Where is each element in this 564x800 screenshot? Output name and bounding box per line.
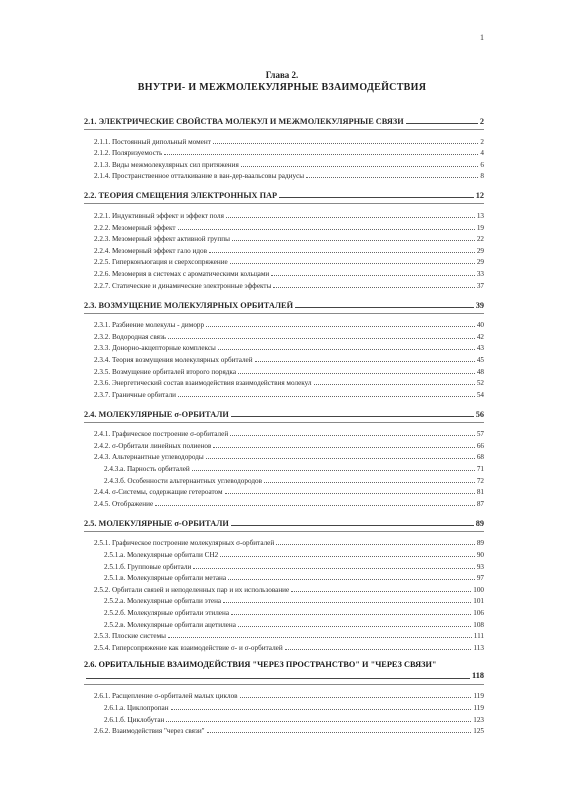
toc-section [84, 297, 484, 404]
dot-leader [168, 338, 475, 339]
toc-section-heading-title: 2.5. МОЛЕКУЛЯРНЫЕ σ-ОРБИТАЛИ [84, 518, 229, 528]
dot-leader [164, 154, 478, 155]
section-gap [84, 290, 484, 295]
toc-section-heading[interactable] [84, 297, 484, 310]
dot-leader [230, 435, 475, 436]
toc-section-heading-title: 2.4. МОЛЕКУЛЯРНЫЕ σ-ОРБИТАЛИ [84, 409, 229, 419]
toc-entry-title: 2.5.1.б. Групповые орбитали [104, 562, 192, 571]
section-divider [84, 422, 484, 423]
toc-entry-page: 4 [480, 149, 484, 158]
dot-leader [213, 143, 479, 144]
toc-section-heading-title: 2.1. ЭЛЕКТРИЧЕСКИЕ СВОЙСТВА МОЛЕКУЛ И МЕЖМОЛЕКУЛЯРНЫЕ СВЯЗИ [84, 117, 404, 126]
toc-entry[interactable] [84, 496, 484, 508]
toc-entry[interactable] [84, 547, 484, 559]
toc-section-heading-page: 12 [475, 191, 484, 201]
dot-leader [193, 568, 474, 569]
dot-leader [240, 697, 472, 698]
toc-section-heading[interactable] [84, 113, 484, 126]
toc-entry[interactable] [84, 232, 484, 244]
toc-entry-title: 2.1.4. Пространственное отталкивание в ван-дер-ваальсовы радиусы [94, 172, 305, 181]
section-divider [84, 684, 484, 685]
toc-entry-page: 43 [476, 344, 484, 353]
toc-entry[interactable] [84, 473, 484, 485]
toc-section [84, 113, 484, 185]
toc-section-heading[interactable] [84, 659, 484, 681]
toc-entry-title: 2.6.2. Взаимодействия "через связи" [94, 727, 205, 736]
dot-leader [231, 525, 474, 526]
toc-entry[interactable] [84, 329, 484, 341]
section-gap [84, 399, 484, 404]
toc-entry-title: 2.3.7. Граничные орбитали [94, 390, 177, 399]
toc-entry-page: 40 [476, 321, 484, 330]
dot-leader [206, 458, 475, 459]
toc-entry-title: 2.3.5. Возмущение орбиталей второго порядка [94, 367, 237, 376]
toc-entry-title: 2.3.2. Водородная связь [94, 332, 167, 341]
dot-leader [273, 287, 474, 288]
toc-section-heading-page: 56 [475, 409, 484, 419]
toc-entry[interactable] [84, 169, 484, 181]
toc-entry-title: 2.5.2. Орбитали связей и неподеленных пар и их использование [94, 585, 290, 594]
dot-leader [192, 470, 475, 471]
toc-entry-page: 113 [473, 643, 484, 652]
toc-entry-page: 57 [476, 430, 484, 439]
toc-entry-page: 29 [476, 258, 484, 267]
toc-entry[interactable] [84, 629, 484, 641]
toc-entry-title: 2.5.1. Графическое построение молекулярных σ-орбиталей [94, 539, 275, 548]
toc-entry[interactable] [84, 387, 484, 399]
toc-section-heading[interactable] [84, 187, 484, 200]
dot-leader [226, 217, 475, 218]
toc-entry[interactable] [84, 605, 484, 617]
page-number: 1 [480, 33, 484, 42]
toc-entry-title: 2.3.6. Энергетический состав взаимодействия взаимодействия молекул [94, 379, 312, 388]
toc-entry-title: 2.1.3. Виды межмолекулярных сил притяжения [94, 160, 239, 169]
toc-section-heading-page: 89 [475, 518, 484, 528]
toc-entry-title: 2.6.1. Расщепление σ-орбиталей малых циклов [94, 692, 238, 701]
toc-entry[interactable] [84, 341, 484, 353]
dot-leader [166, 721, 471, 722]
toc-entry[interactable] [84, 364, 484, 376]
toc-entry[interactable] [84, 536, 484, 548]
toc-entry-title: 2.4.1. Графическое построение σ-орбиталей [94, 430, 229, 439]
dot-leader [295, 307, 474, 308]
toc-entry[interactable] [84, 571, 484, 583]
dot-leader [168, 637, 472, 638]
toc-entry-page: 52 [476, 379, 484, 388]
toc-entry-page: 48 [476, 367, 484, 376]
section-divider [84, 531, 484, 532]
toc-entry-page: 68 [476, 453, 484, 462]
toc-entry[interactable] [84, 712, 484, 724]
dot-leader [264, 482, 475, 483]
toc-entry-title: 2.5.2.в. Молекулярные орбитали ацетилена [104, 620, 236, 629]
dot-leader [223, 602, 471, 603]
toc-entry[interactable] [84, 318, 484, 330]
toc-entry[interactable] [84, 700, 484, 712]
dot-leader [238, 373, 475, 374]
toc-entry-title: 2.2.1. Индуктивный эффект и эффект поля [94, 211, 224, 220]
toc-entry-title: 2.2.7. Статические и динамические электронные эффекты [94, 281, 272, 290]
dot-leader [279, 197, 474, 198]
toc-entry-page: 111 [473, 632, 484, 641]
toc-entry-title: 2.4.3.а. Парность орбиталей [104, 465, 190, 474]
toc-entry[interactable] [84, 640, 484, 652]
dot-leader [213, 447, 474, 448]
toc-section [84, 406, 484, 513]
toc-entry-title: 2.6.1.а. Циклопропан [104, 703, 169, 712]
toc-entry-page: 42 [476, 332, 484, 341]
toc-entry-page: 22 [476, 235, 484, 244]
dot-leader [206, 326, 475, 327]
toc-entry-title: 2.2.6. Мезомерия в системах с ароматическими кольцами [94, 269, 270, 278]
toc-section-heading-title: 2.2. ТЕОРИЯ СМЕЩЕНИЯ ЭЛЕКТРОННЫХ ПАР [84, 191, 278, 201]
dot-leader [291, 591, 471, 592]
toc-entry[interactable] [84, 617, 484, 629]
section-divider [84, 203, 484, 204]
toc-section-heading-page: 118 [472, 670, 484, 680]
toc-entry[interactable] [84, 255, 484, 267]
toc-entry-title: 2.3.1. Разбиение молекулы - диморр [94, 321, 205, 330]
toc-entry[interactable] [84, 450, 484, 462]
toc-entry[interactable] [84, 134, 484, 146]
section-divider [84, 129, 484, 130]
dot-leader [171, 709, 472, 710]
dot-leader [238, 626, 471, 627]
toc-entry-title: 2.2.2. Мезомерный эффект [94, 223, 176, 232]
toc-entry-title: 2.4.3. Альтернантные углеводороды [94, 453, 204, 462]
toc-entry-title: 2.5.3. Плоские системы [94, 632, 166, 641]
dot-leader [218, 349, 475, 350]
toc-entry[interactable] [84, 243, 484, 255]
toc-entry-page: 72 [476, 476, 484, 485]
toc-section-heading-page: 39 [475, 300, 484, 310]
dot-leader [241, 166, 479, 167]
toc-entry-title: 2.5.1.а. Молекулярные орбитали CH2 [104, 551, 219, 560]
dot-leader [178, 396, 475, 397]
toc-entry-page: 45 [476, 355, 484, 364]
toc-entry[interactable] [84, 208, 484, 220]
toc-entry[interactable] [84, 438, 484, 450]
section-divider [84, 313, 484, 314]
toc-entry[interactable] [84, 220, 484, 232]
toc-entry-title: 2.6.1.б. Циклобутан [104, 715, 165, 724]
toc-entry-title: 2.2.4. Мезомерный эффект гало идов [94, 246, 207, 255]
toc-entry-page: 89 [476, 539, 484, 548]
toc-entry-page: 54 [476, 390, 484, 399]
toc-entry-title: 2.5.1.в. Молекулярные орбитали метана [104, 574, 227, 583]
toc-entry-page: 123 [473, 715, 484, 724]
dot-leader [232, 240, 475, 241]
toc-entry-page: 29 [476, 246, 484, 255]
toc-entry-page: 97 [476, 574, 484, 583]
dot-leader [86, 678, 470, 679]
toc-entry-page: 101 [473, 597, 484, 606]
table-of-contents [84, 113, 484, 735]
toc-section [84, 187, 484, 294]
dot-leader [155, 505, 475, 506]
dot-leader [285, 649, 472, 650]
dot-leader [406, 123, 478, 124]
dot-leader [209, 252, 475, 253]
toc-entry[interactable] [84, 594, 484, 606]
dot-leader [231, 614, 471, 615]
toc-entry[interactable] [84, 278, 484, 290]
toc-entry-page: 93 [476, 562, 484, 571]
toc-entry-page: 8 [480, 172, 484, 181]
toc-entry[interactable] [84, 689, 484, 701]
section-gap [84, 508, 484, 513]
toc-entry-page: 90 [476, 551, 484, 560]
dot-leader [225, 493, 475, 494]
toc-entry-page: 71 [476, 465, 484, 474]
dot-leader [255, 361, 475, 362]
toc-section-heading[interactable] [84, 515, 484, 528]
toc-entry-title: 2.3.3. Донорно-акцепторные комплексы [94, 344, 216, 353]
dot-leader [220, 556, 475, 557]
toc-entry-page: 66 [476, 441, 484, 450]
toc-entry[interactable] [84, 157, 484, 169]
toc-entry-title: 2.1.2. Поляризуемость [94, 149, 163, 158]
toc-entry[interactable] [84, 724, 484, 736]
toc-section-heading-title: 2.6. ОРБИТАЛЬНЫЕ ВЗАИМОДЕЙСТВИЯ "ЧЕРЕЗ ПРОСТРАНСТВО" И "ЧЕРЕЗ СВЯЗИ" [84, 659, 437, 669]
chapter-label: Глава 2. [265, 70, 299, 80]
toc-entry-title: 2.2.5. Гиперконъюгация и сверхсопряжение [94, 258, 228, 267]
toc-entry-page: 2 [480, 137, 484, 146]
toc-entry-page: 13 [476, 211, 484, 220]
toc-entry-title: 2.4.2. σ-Орбитали линейных полиенов [94, 441, 212, 450]
toc-entry[interactable] [84, 266, 484, 278]
toc-entry[interactable] [84, 461, 484, 473]
dot-leader [231, 416, 474, 417]
toc-entry-page: 100 [473, 585, 484, 594]
toc-entry[interactable] [84, 146, 484, 158]
dot-leader [207, 732, 472, 733]
toc-entry[interactable] [84, 352, 484, 364]
toc-section [84, 515, 484, 657]
toc-section-heading[interactable] [84, 406, 484, 419]
toc-entry-page: 119 [473, 692, 484, 701]
toc-entry-title: 2.4.4. σ-Системы, содержащие гетероатом [94, 488, 223, 497]
toc-entry-page: 81 [476, 488, 484, 497]
toc-entry-title: 2.3.4. Теория возмущения молекулярных орбиталей [94, 355, 253, 364]
toc-entry-title: 2.5.2.б. Молекулярные орбитали этилена [104, 609, 230, 617]
section-gap [84, 180, 484, 185]
toc-entry-page: 33 [476, 269, 484, 278]
dot-leader [228, 579, 475, 580]
toc-entry[interactable] [84, 427, 484, 439]
toc-entry-page: 119 [473, 703, 484, 712]
toc-entry-page: 108 [473, 620, 484, 629]
toc-entry-title: 2.2.3. Мезомерный эффект активной группы [94, 235, 230, 244]
dot-leader [276, 544, 475, 545]
section-gap [84, 652, 484, 657]
toc-entry-page: 6 [480, 160, 484, 169]
toc-entry[interactable] [84, 376, 484, 388]
toc-section-heading-leader-row [84, 670, 484, 681]
dot-leader [178, 229, 475, 230]
dot-leader [230, 263, 475, 264]
toc-section-heading-title: 2.3. ВОЗМУЩЕНИЕ МОЛЕКУЛЯРНЫХ ОРБИТАЛЕЙ [84, 300, 294, 310]
toc-entry-title: 2.1.1. Постоянный дипольный момент [94, 137, 211, 146]
toc-entry-page: 87 [476, 499, 484, 508]
toc-entry-page: 125 [473, 727, 484, 736]
dot-leader [271, 275, 475, 276]
toc-section [84, 659, 484, 735]
toc-entry-title: 2.5.2.а. Молекулярные орбитали этена [104, 597, 222, 606]
toc-section-heading-page: 2 [479, 117, 484, 126]
toc-entry-page: 106 [473, 609, 484, 617]
toc-entry[interactable] [84, 485, 484, 497]
toc-entry-page: 19 [476, 223, 484, 232]
toc-entry-title: 2.5.4. Гиперсопряжение как взаимодействие σ- и σ-орбиталей [94, 643, 283, 652]
toc-entry-title: 2.4.5. Отображение [94, 499, 154, 508]
toc-entry-page: 37 [476, 281, 484, 290]
dot-leader [314, 384, 475, 385]
toc-entry[interactable] [84, 559, 484, 571]
dot-leader [306, 177, 478, 178]
toc-entry-title: 2.4.3.б. Особенности альтернантных углеводородов [104, 476, 263, 485]
toc-entry[interactable] [84, 582, 484, 594]
chapter-title: ВНУТРИ- И МЕЖМОЛЕКУЛЯРНЫЕ ВЗАИМОДЕЙСТВИЯ [137, 82, 427, 93]
